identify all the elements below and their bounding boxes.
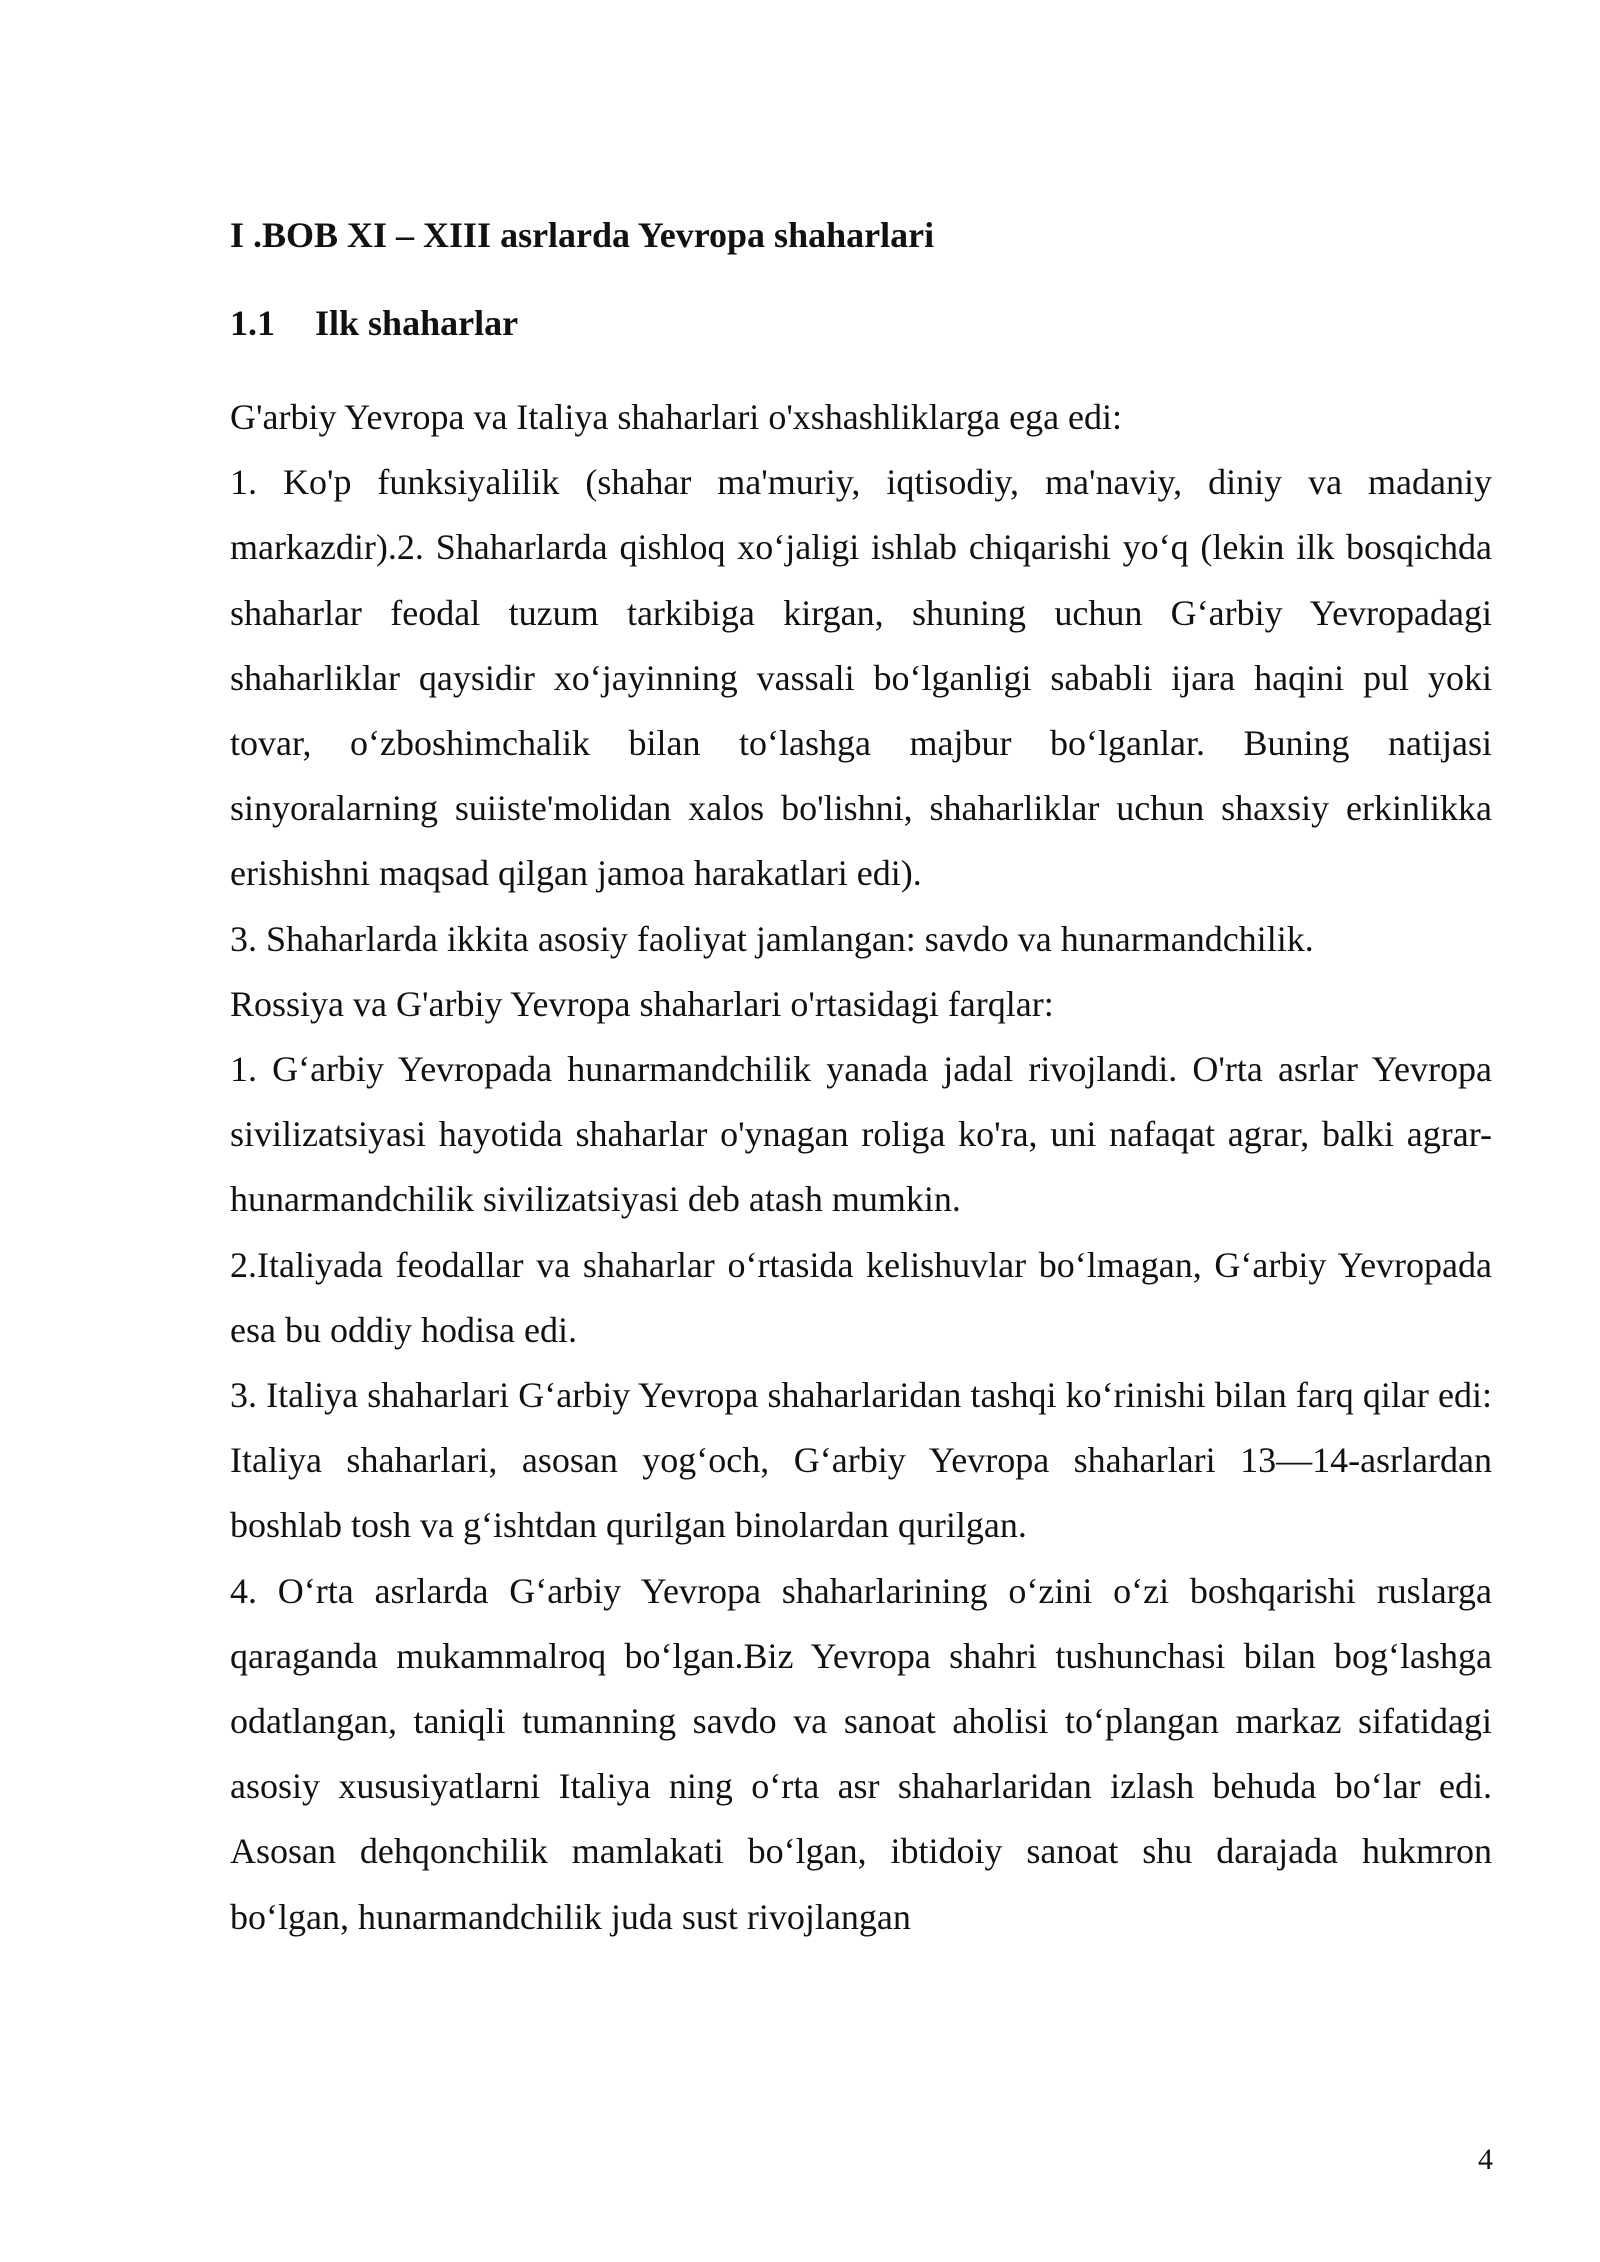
page-content [230, 210, 1492, 1950]
paragraph-intro: G'arbiy Yevropa va Italiya shaharlari o'xshashliklarga ega edi: [230, 397, 1123, 437]
section-number: 1.1 [230, 303, 275, 343]
paragraph-differences-intro: Rossiya va G'arbiy Yevropa shaharlari o'rtasidagi farqlar: [230, 983, 1054, 1024]
paragraph-similarity-3: 3. Shaharlarda ikkita asosiy faoliyat jamlangan: savdo va hunarmandchilik. [230, 918, 1314, 959]
chapter-heading: I .BOB XI – XIII asrlarda Yevropa shaharlari [230, 215, 935, 255]
section-title: Ilk shaharlar [315, 303, 519, 343]
paragraph-similarity-1-2: 1. Ko'p funksiyalilik (shahar ma'muriy, iqtisodiy, ma'naviy, diniy va madaniy markazdir).2. Shaharlarda qishloq xo‘jaligi ishlab chiqarishi yo‘q (lekin ilk bosqichda shaharlar feodal tuzum tarkibiga kirgan, shuning uchun G‘arbiy Yevropadagi shaharliklar qaysidir xo‘jayinning vassali bo‘lganligi sababli ijara haqini pul yoki tovar, o‘zboshimchalik bilan to‘lashga majbur bo‘lganlar. Buning natijasi sinyoralarning suiiste'molidan xalos bo'lishni, shaharliklar uchun shaxsiy erkinlikka erishishni maqsad qilgan jamoa harakatlari edi). [230, 462, 1492, 894]
paragraph-difference-4: 4. O‘rta asrlarda G‘arbiy Yevropa shaharlarining o‘zini o‘zi boshqarishi ruslarga qaraganda mukammalroq bo‘lgan.Biz Yevropa shahri tushunchasi bilan bog‘lashga odatlangan, taniqli tumanning savdo va sanoat aholisi to‘plangan markaz sifatidagi asosiy xususiyatlarni Italiya ning o‘rta asr shaharlaridan izlash behuda bo‘lar edi. Asosan dehqonchilik mamlakati bo‘lgan, ibtidoiy sanoat shu darajada hukmron bo‘lgan, hunarmandchilik juda sust rivojlangan [230, 1570, 1492, 1937]
paragraph-difference-1: 1. G‘arbiy Yevropada hunarmandchilik yanada jadal rivojlandi. O'rta asrlar Yevropa sivilizatsiyasi hayotida shaharlar o'ynagan roliga ko'ra, uni nafaqat agrar, balki agrar-hunarmandchilik sivilizatsiyasi deb atash mumkin. [230, 1049, 1492, 1220]
paragraph-difference-3: 3. Italiya shaharlari G‘arbiy Yevropa shaharlaridan tashqi ko‘rinishi bilan farq qilar edi: Italiya shaharlari, asosan yog‘och, G‘arbiy Yevropa shaharlari 13—14-asrlardan boshlab tosh va g‘ishtdan qurilgan binolardan qurilgan. [230, 1375, 1492, 1546]
page-number: 4 [1478, 2143, 1493, 2176]
section-heading [230, 298, 1492, 348]
paragraph-difference-2: 2.Italiyada feodallar va shaharlar o‘rtasida kelishuvlar bo‘lmagan, G‘arbiy Yevropada esa bu oddiy hodisa edi. [230, 1244, 1492, 1350]
